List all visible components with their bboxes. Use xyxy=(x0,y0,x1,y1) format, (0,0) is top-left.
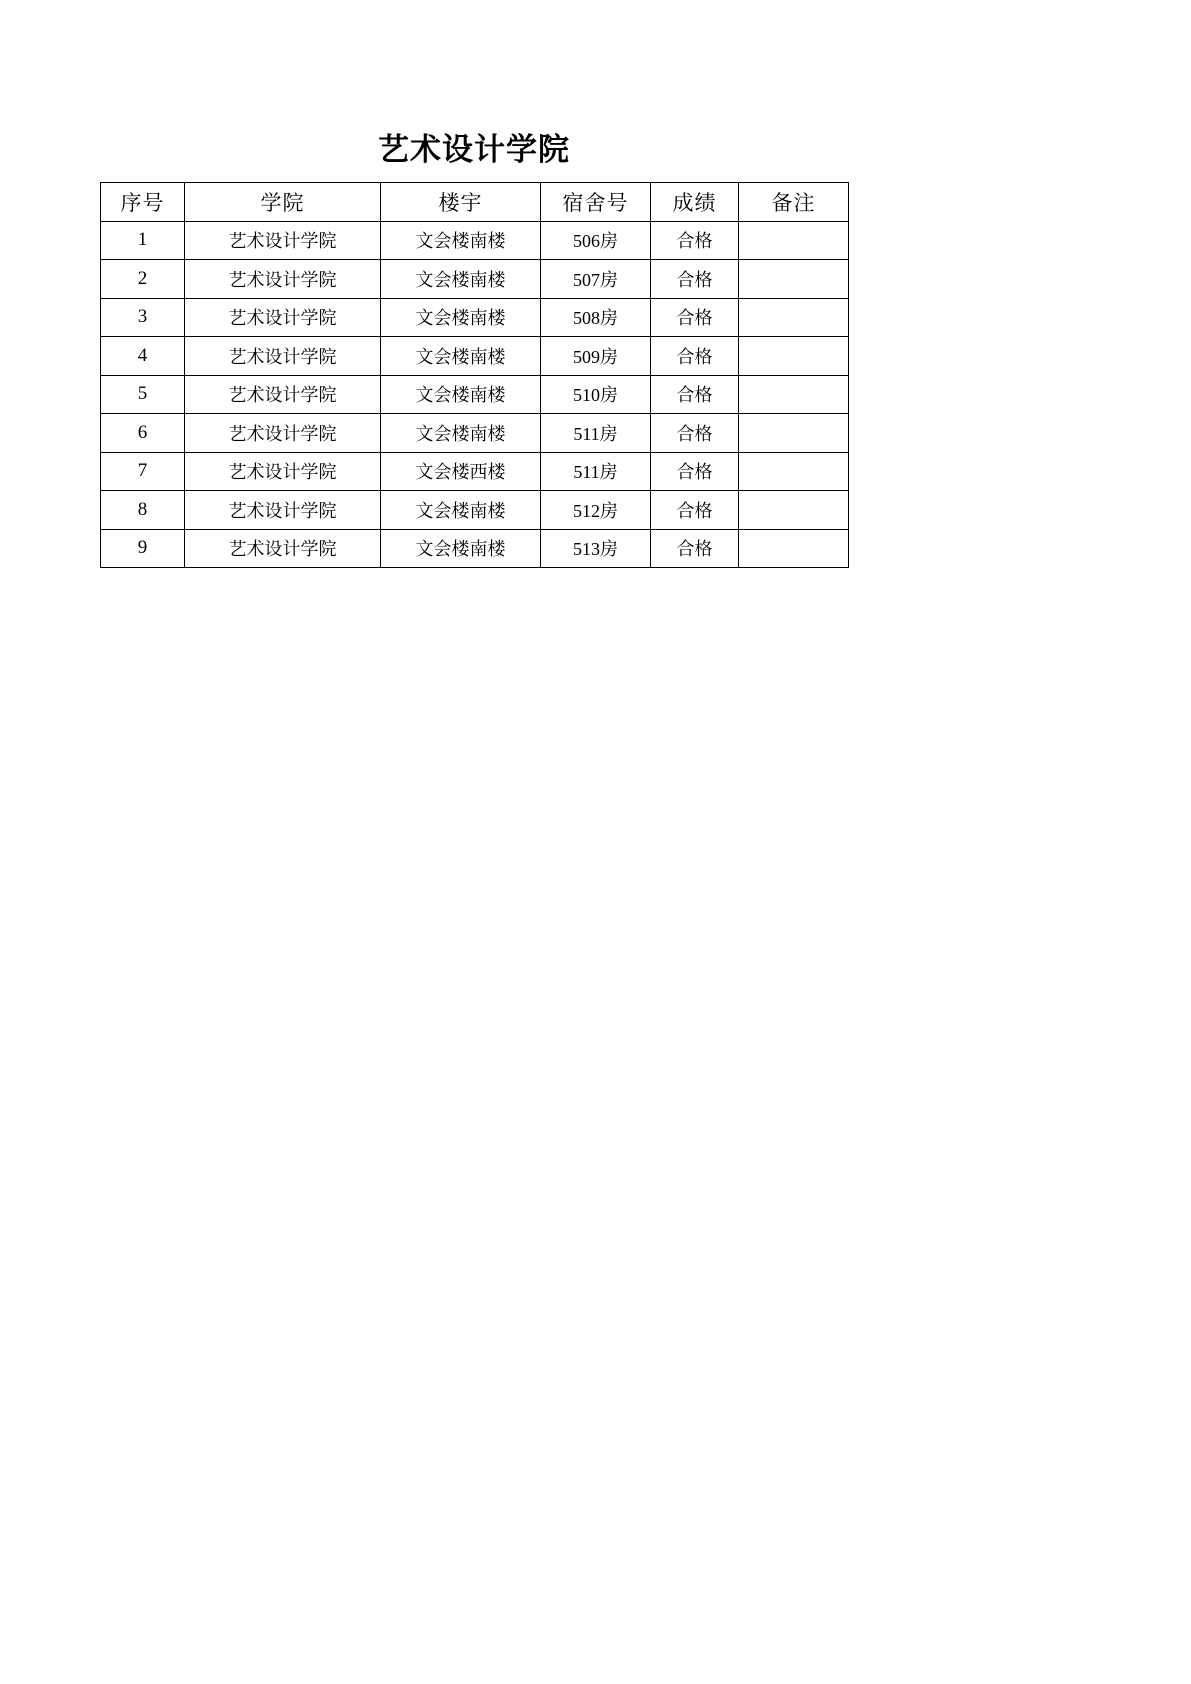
column-header-room: 宿舍号 xyxy=(541,183,651,222)
cell-seq: 7 xyxy=(101,452,185,491)
cell-college: 艺术设计学院 xyxy=(185,375,381,414)
cell-college: 艺术设计学院 xyxy=(185,260,381,299)
cell-remark xyxy=(739,298,849,337)
column-header-college: 学院 xyxy=(185,183,381,222)
cell-building: 文会楼南楼 xyxy=(381,375,541,414)
cell-seq: 8 xyxy=(101,491,185,530)
cell-building: 文会楼南楼 xyxy=(381,414,541,453)
cell-college: 艺术设计学院 xyxy=(185,298,381,337)
cell-room: 510房 xyxy=(541,375,651,414)
cell-result: 合格 xyxy=(651,491,739,530)
dormitory-inspection-table xyxy=(100,182,848,568)
cell-college: 艺术设计学院 xyxy=(185,452,381,491)
cell-result: 合格 xyxy=(651,452,739,491)
cell-seq: 1 xyxy=(101,221,185,260)
cell-result: 合格 xyxy=(651,529,739,568)
table-row xyxy=(101,221,849,260)
table-row xyxy=(101,260,849,299)
table-row xyxy=(101,298,849,337)
cell-room: 507房 xyxy=(541,260,651,299)
cell-college: 艺术设计学院 xyxy=(185,414,381,453)
table-row xyxy=(101,491,849,530)
cell-remark xyxy=(739,337,849,376)
cell-seq: 5 xyxy=(101,375,185,414)
column-header-result: 成绩 xyxy=(651,183,739,222)
cell-remark xyxy=(739,414,849,453)
cell-room: 509房 xyxy=(541,337,651,376)
cell-room: 506房 xyxy=(541,221,651,260)
cell-college: 艺术设计学院 xyxy=(185,337,381,376)
cell-room: 512房 xyxy=(541,491,651,530)
cell-building: 文会楼南楼 xyxy=(381,337,541,376)
cell-college: 艺术设计学院 xyxy=(185,221,381,260)
column-header-seq: 序号 xyxy=(101,183,185,222)
cell-result: 合格 xyxy=(651,221,739,260)
cell-room: 508房 xyxy=(541,298,651,337)
cell-seq: 2 xyxy=(101,260,185,299)
table-row xyxy=(101,452,849,491)
cell-remark xyxy=(739,491,849,530)
table-row xyxy=(101,375,849,414)
cell-seq: 9 xyxy=(101,529,185,568)
cell-result: 合格 xyxy=(651,414,739,453)
cell-room: 511房 xyxy=(541,452,651,491)
cell-seq: 3 xyxy=(101,298,185,337)
cell-college: 艺术设计学院 xyxy=(185,529,381,568)
cell-remark xyxy=(739,452,849,491)
cell-remark xyxy=(739,221,849,260)
table-row xyxy=(101,529,849,568)
cell-result: 合格 xyxy=(651,260,739,299)
table-row xyxy=(101,337,849,376)
table-row xyxy=(101,414,849,453)
cell-remark xyxy=(739,375,849,414)
column-header-building: 楼宇 xyxy=(381,183,541,222)
column-header-remark: 备注 xyxy=(739,183,849,222)
cell-building: 文会楼南楼 xyxy=(381,221,541,260)
cell-room: 513房 xyxy=(541,529,651,568)
cell-seq: 4 xyxy=(101,337,185,376)
cell-remark xyxy=(739,260,849,299)
cell-result: 合格 xyxy=(651,337,739,376)
cell-remark xyxy=(739,529,849,568)
cell-seq: 6 xyxy=(101,414,185,453)
cell-building: 文会楼西楼 xyxy=(381,452,541,491)
table-header-row xyxy=(101,183,849,222)
cell-room: 511房 xyxy=(541,414,651,453)
cell-building: 文会楼南楼 xyxy=(381,491,541,530)
cell-building: 文会楼南楼 xyxy=(381,529,541,568)
cell-result: 合格 xyxy=(651,375,739,414)
cell-building: 文会楼南楼 xyxy=(381,260,541,299)
page-title: 艺术设计学院 xyxy=(378,132,570,167)
cell-building: 文会楼南楼 xyxy=(381,298,541,337)
cell-result: 合格 xyxy=(651,298,739,337)
cell-college: 艺术设计学院 xyxy=(185,491,381,530)
